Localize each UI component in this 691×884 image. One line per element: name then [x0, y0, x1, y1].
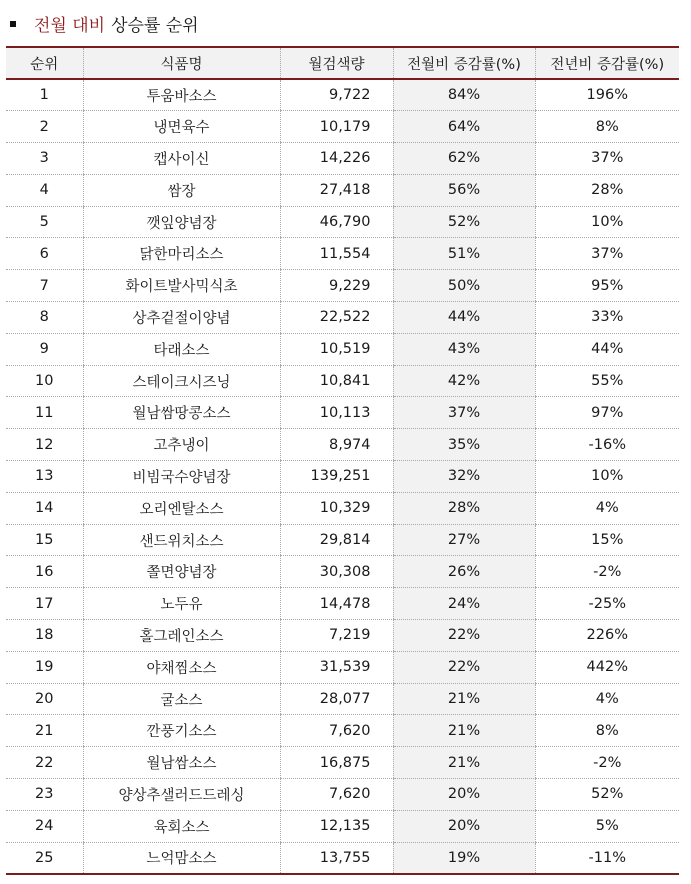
cell-mom-change: 20% — [393, 779, 535, 811]
cell-rank: 15 — [6, 524, 83, 556]
cell-monthly-search: 46,790 — [280, 206, 393, 238]
cell-food-name: 홀그레인소스 — [83, 620, 280, 652]
cell-yoy-change: 52% — [535, 779, 679, 811]
table-row — [6, 143, 679, 175]
cell-rank: 7 — [6, 270, 83, 302]
cell-yoy-change: 97% — [535, 397, 679, 429]
cell-yoy-change: 196% — [535, 79, 679, 111]
cell-rank: 19 — [6, 651, 83, 683]
cell-rank: 5 — [6, 206, 83, 238]
cell-food-name: 스테이크시즈닝 — [83, 365, 280, 397]
cell-food-name: 닭한마리소스 — [83, 238, 280, 270]
cell-monthly-search: 14,478 — [280, 588, 393, 620]
cell-rank: 6 — [6, 238, 83, 270]
table-row — [6, 779, 679, 811]
cell-food-name: 느억맘소스 — [83, 842, 280, 874]
cell-rank: 1 — [6, 79, 83, 111]
cell-monthly-search: 139,251 — [280, 461, 393, 493]
table-row — [6, 238, 679, 270]
cell-monthly-search: 16,875 — [280, 747, 393, 779]
cell-mom-change: 32% — [393, 461, 535, 493]
cell-food-name: 비빔국수양념장 — [83, 461, 280, 493]
cell-mom-change: 20% — [393, 810, 535, 842]
cell-food-name: 월남쌈소스 — [83, 747, 280, 779]
cell-yoy-change: 8% — [535, 111, 679, 143]
section-title — [10, 9, 199, 37]
cell-food-name: 노두유 — [83, 588, 280, 620]
table-row — [6, 842, 679, 874]
table-row — [6, 492, 679, 524]
table-row — [6, 556, 679, 588]
cell-rank: 8 — [6, 302, 83, 334]
cell-rank: 24 — [6, 810, 83, 842]
cell-yoy-change: 442% — [535, 651, 679, 683]
cell-food-name: 캡사이신 — [83, 143, 280, 175]
cell-yoy-change: 37% — [535, 143, 679, 175]
cell-rank: 23 — [6, 779, 83, 811]
cell-rank: 25 — [6, 842, 83, 874]
cell-yoy-change: 8% — [535, 715, 679, 747]
header-yoy-change: 전년비 증감률(%) — [535, 47, 679, 79]
cell-mom-change: 24% — [393, 588, 535, 620]
square-bullet-icon — [10, 21, 16, 27]
cell-rank: 11 — [6, 397, 83, 429]
cell-rank: 10 — [6, 365, 83, 397]
cell-mom-change: 62% — [393, 143, 535, 175]
header-mom-change: 전월비 증감률(%) — [393, 47, 535, 79]
cell-yoy-change: 10% — [535, 206, 679, 238]
cell-mom-change: 37% — [393, 397, 535, 429]
table-row — [6, 747, 679, 779]
cell-food-name: 오리엔탈소스 — [83, 492, 280, 524]
cell-rank: 9 — [6, 333, 83, 365]
table-row — [6, 302, 679, 334]
table-row — [6, 397, 679, 429]
cell-rank: 17 — [6, 588, 83, 620]
cell-monthly-search: 14,226 — [280, 143, 393, 175]
header-food-name: 식품명 — [83, 47, 280, 79]
ranking-table — [6, 46, 679, 875]
cell-yoy-change: 226% — [535, 620, 679, 652]
cell-rank: 13 — [6, 461, 83, 493]
cell-monthly-search: 10,179 — [280, 111, 393, 143]
cell-mom-change: 84% — [393, 79, 535, 111]
cell-yoy-change: 55% — [535, 365, 679, 397]
cell-food-name: 화이트발사믹식초 — [83, 270, 280, 302]
cell-food-name: 육회소스 — [83, 810, 280, 842]
cell-rank: 3 — [6, 143, 83, 175]
table-row — [6, 461, 679, 493]
cell-monthly-search: 31,539 — [280, 651, 393, 683]
table-row — [6, 365, 679, 397]
cell-rank: 12 — [6, 429, 83, 461]
cell-mom-change: 21% — [393, 715, 535, 747]
cell-rank: 16 — [6, 556, 83, 588]
cell-mom-change: 35% — [393, 429, 535, 461]
cell-mom-change: 27% — [393, 524, 535, 556]
header-rank: 순위 — [6, 47, 83, 79]
cell-mom-change: 26% — [393, 556, 535, 588]
cell-yoy-change: -2% — [535, 747, 679, 779]
table-row — [6, 206, 679, 238]
cell-monthly-search: 10,113 — [280, 397, 393, 429]
cell-mom-change: 51% — [393, 238, 535, 270]
cell-yoy-change: -2% — [535, 556, 679, 588]
table-row — [6, 620, 679, 652]
cell-yoy-change: -16% — [535, 429, 679, 461]
cell-monthly-search: 28,077 — [280, 683, 393, 715]
cell-mom-change: 50% — [393, 270, 535, 302]
section-title-accent: 전월 대비 — [34, 15, 106, 36]
table-row — [6, 333, 679, 365]
cell-monthly-search: 30,308 — [280, 556, 393, 588]
section-title-rest: 상승률 순위 — [111, 15, 199, 36]
cell-mom-change: 28% — [393, 492, 535, 524]
cell-yoy-change: 44% — [535, 333, 679, 365]
cell-monthly-search: 10,519 — [280, 333, 393, 365]
cell-food-name: 쌈장 — [83, 174, 280, 206]
cell-yoy-change: 33% — [535, 302, 679, 334]
cell-rank: 14 — [6, 492, 83, 524]
table-row — [6, 111, 679, 143]
table-row — [6, 174, 679, 206]
cell-yoy-change: 10% — [535, 461, 679, 493]
table-row — [6, 429, 679, 461]
cell-food-name: 상추겉절이양념 — [83, 302, 280, 334]
cell-food-name: 굴소스 — [83, 683, 280, 715]
cell-monthly-search: 10,329 — [280, 492, 393, 524]
cell-food-name: 냉면육수 — [83, 111, 280, 143]
cell-mom-change: 22% — [393, 620, 535, 652]
cell-food-name: 깻잎양념장 — [83, 206, 280, 238]
cell-monthly-search: 22,522 — [280, 302, 393, 334]
cell-monthly-search: 10,841 — [280, 365, 393, 397]
table-row — [6, 683, 679, 715]
cell-yoy-change: 15% — [535, 524, 679, 556]
table-row — [6, 588, 679, 620]
cell-rank: 20 — [6, 683, 83, 715]
cell-rank: 4 — [6, 174, 83, 206]
cell-yoy-change: -11% — [535, 842, 679, 874]
cell-monthly-search: 29,814 — [280, 524, 393, 556]
cell-food-name: 깐풍기소스 — [83, 715, 280, 747]
table-row — [6, 79, 679, 111]
header-monthly-search: 월검색량 — [280, 47, 393, 79]
cell-mom-change: 56% — [393, 174, 535, 206]
cell-monthly-search: 7,620 — [280, 779, 393, 811]
table-row — [6, 651, 679, 683]
table-body — [6, 79, 679, 874]
cell-food-name: 양상추샐러드드레싱 — [83, 779, 280, 811]
cell-yoy-change: 28% — [535, 174, 679, 206]
table-row — [6, 715, 679, 747]
cell-yoy-change: 95% — [535, 270, 679, 302]
cell-monthly-search: 7,620 — [280, 715, 393, 747]
cell-monthly-search: 13,755 — [280, 842, 393, 874]
cell-yoy-change: 5% — [535, 810, 679, 842]
cell-yoy-change: 37% — [535, 238, 679, 270]
table-row — [6, 810, 679, 842]
table-header-row — [6, 47, 679, 79]
cell-yoy-change: 4% — [535, 683, 679, 715]
cell-food-name: 샌드위치소스 — [83, 524, 280, 556]
cell-mom-change: 44% — [393, 302, 535, 334]
table-row — [6, 524, 679, 556]
cell-mom-change: 43% — [393, 333, 535, 365]
cell-mom-change: 64% — [393, 111, 535, 143]
cell-monthly-search: 7,219 — [280, 620, 393, 652]
cell-food-name: 투움바소스 — [83, 79, 280, 111]
cell-food-name: 야채찜소스 — [83, 651, 280, 683]
cell-mom-change: 22% — [393, 651, 535, 683]
cell-monthly-search: 9,722 — [280, 79, 393, 111]
cell-food-name: 쫄면양념장 — [83, 556, 280, 588]
cell-yoy-change: 4% — [535, 492, 679, 524]
cell-mom-change: 19% — [393, 842, 535, 874]
cell-mom-change: 21% — [393, 747, 535, 779]
cell-monthly-search: 27,418 — [280, 174, 393, 206]
cell-monthly-search: 11,554 — [280, 238, 393, 270]
cell-mom-change: 21% — [393, 683, 535, 715]
cell-food-name: 고추냉이 — [83, 429, 280, 461]
cell-food-name: 월남쌈땅콩소스 — [83, 397, 280, 429]
cell-rank: 2 — [6, 111, 83, 143]
cell-monthly-search: 12,135 — [280, 810, 393, 842]
cell-rank: 22 — [6, 747, 83, 779]
cell-monthly-search: 8,974 — [280, 429, 393, 461]
cell-monthly-search: 9,229 — [280, 270, 393, 302]
cell-rank: 18 — [6, 620, 83, 652]
table-row — [6, 270, 679, 302]
cell-mom-change: 52% — [393, 206, 535, 238]
cell-food-name: 타래소스 — [83, 333, 280, 365]
cell-mom-change: 42% — [393, 365, 535, 397]
cell-rank: 21 — [6, 715, 83, 747]
cell-yoy-change: -25% — [535, 588, 679, 620]
